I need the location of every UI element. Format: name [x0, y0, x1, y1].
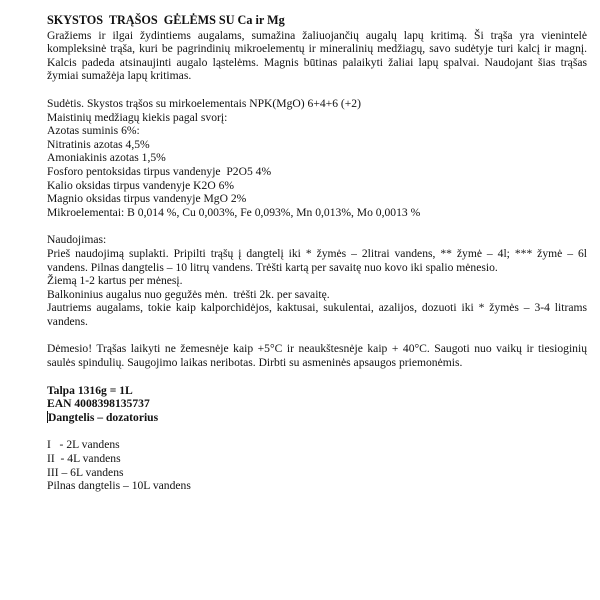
spacer — [47, 328, 587, 342]
usage-paragraph: Prieš naudojimą suplakti. Pripilti trąšų į dangtelį iki * žymės – 2litrai vandens, ** žymė – 4l; *** žymė – 6l vandens. Pilnas dangtelis – 10 litrų vandens. Trėšti kartą per savaitę nuo kovo iki spalio mėnesio. — [47, 246, 587, 274]
document-page — [47, 14, 587, 493]
package-ean: EAN 4008398135737 — [47, 397, 150, 411]
spacer — [47, 219, 587, 233]
dosage-line: I - 2L vandens — [47, 438, 120, 452]
usage-line: Žiemą 1-2 kartus per mėnesį. — [47, 274, 183, 288]
dosage-section — [47, 438, 587, 492]
usage-line: Balkoninius augalus nuo gegužės mėn. trėšti 2k. per savaitę. — [47, 287, 330, 301]
package-section — [47, 384, 587, 425]
composition-line: Mikroelementai: B 0,014 %, Cu 0,003%, Fe 0,093%, Mn 0,013%, Mo 0,0013 % — [47, 205, 421, 219]
composition-line: Magnio oksidas tirpus vandenyje MgO 2% — [47, 192, 247, 206]
composition-line: Kalio oksidas tirpus vandenyje K2O 6% — [47, 178, 235, 192]
dosage-line: Pilnas dangtelis – 10L vandens — [47, 479, 191, 493]
dosage-line: II - 4L vandens — [47, 452, 121, 466]
dosage-line: III – 6L vandens — [47, 465, 124, 479]
package-cap: Dangtelis – dozatorius — [48, 410, 159, 424]
composition-line: Sudėtis. Skystos trąšos su mirkoelementais NPK(MgO) 6+4+6 (+2) — [47, 96, 361, 110]
document-title: SKYSTOS TRĄŠOS GĖLĖMS SU Ca ir Mg — [47, 13, 285, 27]
composition-line: Maistinių medžiagų kiekis pagal svorį: — [47, 110, 228, 124]
composition-line: Fosforo pentoksidas tirpus vandenyje P2O5 4% — [47, 164, 272, 178]
composition-line: Nitratinis azotas 4,5% — [47, 137, 150, 151]
composition-line: Amoniakinis azotas 1,5% — [47, 151, 166, 165]
composition-section — [47, 97, 587, 219]
usage-heading: Naudojimas: — [47, 233, 107, 247]
composition-line: Azotas suminis 6%: — [47, 124, 140, 138]
spacer — [47, 370, 587, 384]
spacer — [47, 424, 587, 438]
usage-paragraph: Jautriems augalams, tokie kaip kalporchidėjos, kaktusai, sukulentai, azalijos, dozuoti iki * žymės – 3-4 litrams vandens. — [47, 301, 587, 328]
package-volume: Talpa 1316g = 1L — [47, 383, 133, 397]
usage-section — [47, 233, 587, 328]
spacer — [47, 83, 587, 97]
package-cap-line — [47, 411, 587, 425]
warning-paragraph: Dėmesio! Trąšas laikyti ne žemesnėje kaip +5°C ir neaukštesnėje kaip + 40°C. Saugoti nuo vaikų ir tiesioginių saulės spindulių. Saugojimo laikas neribotas. Dirbti su asmeninės apsaugos priemonėmis. — [47, 342, 587, 370]
intro-paragraph: Gražiems ir ilgai žydintiems augalams, sumažina žaliuojančių augalų lapų kritimą. Ši trąša yra vienintelė kompleksinė trąša, kuri be pagrindinių mikroelementų ir mineralinių medžiagų, savo sudėtyje turi kalcį ir magnį. Kalcis padeda atsinaujinti augalo ląstelėms. Magnis būtinas palaikyti žaliai lapų spalvai. Naudojant šias trąšas žymiai sumažėja lapų kritimas. — [47, 28, 587, 83]
